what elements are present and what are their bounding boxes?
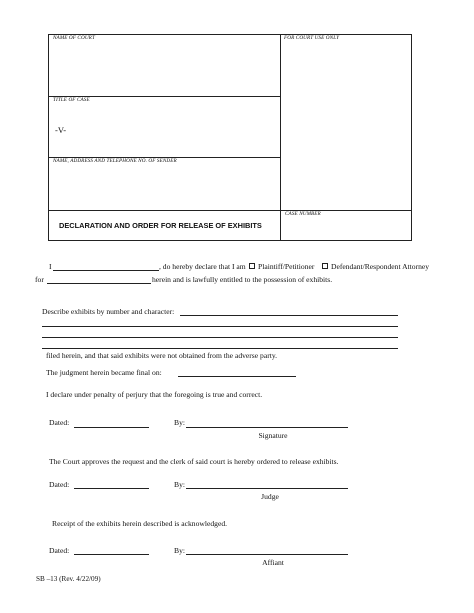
name-of-court-label: NAME OF COURT xyxy=(53,35,95,41)
declaration-for: for xyxy=(35,275,44,284)
receipt-by-label: By: xyxy=(174,546,185,555)
defendant-checkbox[interactable] xyxy=(322,263,328,269)
exhibits-description-line-1[interactable] xyxy=(180,315,398,316)
order-dated-field[interactable] xyxy=(74,488,149,489)
declaration-text: , do hereby declare that I am xyxy=(159,262,246,271)
party-name-field[interactable] xyxy=(47,283,151,284)
exhibits-description-line-3[interactable] xyxy=(42,337,398,338)
court-order-text: The Court approves the request and the clerk of said court is hereby ordered to release exhibits. xyxy=(49,457,339,466)
signature-dated-field[interactable] xyxy=(74,427,149,428)
plaintiff-option-label: Plaintiff/Petitioner xyxy=(258,262,315,271)
header-divider-form-title xyxy=(48,210,412,211)
versus-text: -V- xyxy=(55,125,67,135)
signature-field[interactable] xyxy=(186,427,348,428)
sender-label: NAME, ADDRESS AND TELEPHONE NO. OF SENDER xyxy=(53,158,177,164)
describe-exhibits-label: Describe exhibits by number and character: xyxy=(42,307,175,316)
receipt-dated-field[interactable] xyxy=(74,554,149,555)
penalty-of-perjury-text: I declare under penalty of perjury that the foregoing is true and correct. xyxy=(46,390,263,399)
filed-herein-text: filed herein, and that said exhibits were not obtained from the adverse party. xyxy=(46,351,278,360)
order-by-label: By: xyxy=(174,480,185,489)
signature-role-label: Signature xyxy=(258,431,288,440)
for-court-use-only-label: FOR COURT USE ONLY xyxy=(284,35,340,41)
signature-by-label: By: xyxy=(174,418,185,427)
receipt-text: Receipt of the exhibits herein described is acknowledged. xyxy=(52,519,228,528)
judgment-final-date-field[interactable] xyxy=(178,376,296,377)
judgment-final-label: The judgment herein became final on: xyxy=(46,368,162,377)
form-number: SB –13 (Rev. 4/22/09) xyxy=(36,575,101,583)
order-dated-label: Dated: xyxy=(49,480,70,489)
judge-role-label: Judge xyxy=(261,492,279,501)
declarant-name-field[interactable] xyxy=(53,270,159,271)
title-of-case-label: TITLE OF CASE xyxy=(53,97,90,103)
case-number-label: CASE NUMBER xyxy=(285,211,321,217)
form-title: DECLARATION AND ORDER FOR RELEASE OF EXHIBITS xyxy=(59,221,262,230)
affiant-signature-field[interactable] xyxy=(186,554,348,555)
plaintiff-checkbox[interactable] xyxy=(249,263,255,269)
receipt-dated-label: Dated: xyxy=(49,546,70,555)
declaration-i: I xyxy=(49,262,52,271)
exhibits-description-line-2[interactable] xyxy=(42,326,398,327)
entitled-text: herein and is lawfully entitled to the possession of exhibits. xyxy=(152,275,333,284)
judge-signature-field[interactable] xyxy=(186,488,348,489)
exhibits-description-line-4[interactable] xyxy=(42,348,398,349)
defendant-option-label: Defendant/Respondent Attorney xyxy=(331,262,430,271)
affiant-role-label: Affiant xyxy=(262,558,284,567)
signature-dated-label: Dated: xyxy=(49,418,70,427)
